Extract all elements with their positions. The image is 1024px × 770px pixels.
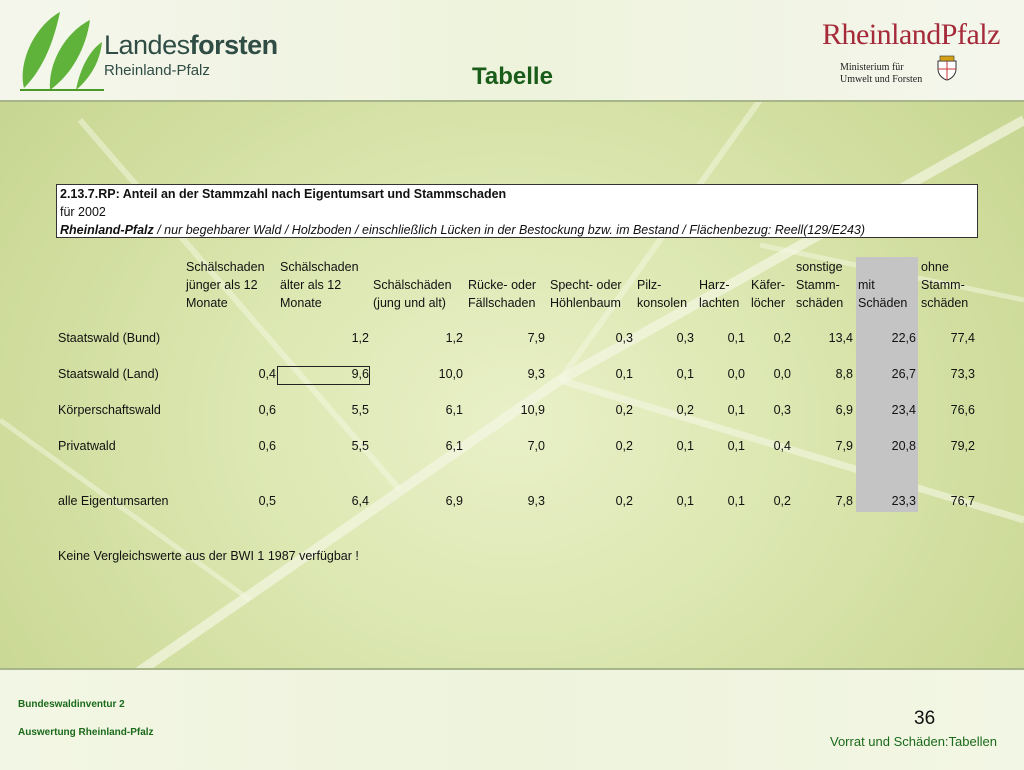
table-cell: 23,3 bbox=[891, 494, 916, 508]
table-cell: 0,1 bbox=[676, 439, 694, 453]
table-cell: 23,4 bbox=[891, 403, 916, 417]
row-label: Staatswald (Bund) bbox=[58, 331, 161, 345]
page-number: 36 bbox=[914, 708, 936, 729]
table-cell: 26,7 bbox=[891, 367, 916, 381]
table-cell: 7,9 bbox=[527, 331, 545, 345]
table-cell: 0,1 bbox=[676, 494, 694, 508]
table-cell: 0,1 bbox=[727, 331, 745, 345]
table-cell: 0,6 bbox=[258, 403, 276, 417]
table-cell: 0,2 bbox=[615, 494, 633, 508]
table-cell: 0,0 bbox=[773, 367, 791, 381]
table-cell: 20,8 bbox=[891, 439, 916, 453]
table-cell: 0,1 bbox=[676, 367, 694, 381]
table-cell: 9,3 bbox=[527, 367, 545, 381]
row-label: Privatwald bbox=[58, 439, 116, 453]
row-label: alle Eigentumsarten bbox=[58, 494, 169, 508]
table-cell: 10,9 bbox=[520, 403, 545, 417]
table-cell: 0,2 bbox=[773, 331, 791, 345]
table-cell: 0,1 bbox=[727, 403, 745, 417]
coat-of-arms-icon bbox=[936, 55, 958, 81]
column-header: Rücke- oder Fällschaden bbox=[468, 278, 537, 310]
table-cell: 79,2 bbox=[950, 439, 975, 453]
table-cell: 0,5 bbox=[258, 494, 276, 508]
table-cell: 0,3 bbox=[615, 331, 633, 345]
table-cell: 9,3 bbox=[527, 494, 545, 508]
footer-subtitle: Auswertung Rheinland-Pfalz bbox=[18, 727, 154, 738]
table-cell: 7,9 bbox=[835, 439, 853, 453]
logo-subtitle: Rheinland-Pfalz bbox=[104, 62, 210, 79]
ministry-name: Ministerium für Umwelt und Forsten bbox=[840, 62, 923, 85]
table-cell: 22,6 bbox=[891, 331, 916, 345]
table-cell: 73,3 bbox=[950, 367, 975, 381]
row-label: Körperschaftswald bbox=[58, 403, 161, 417]
table-info-box bbox=[56, 184, 978, 238]
column-header: Specht- oder Höhlenbaum bbox=[550, 278, 622, 310]
column-header: Harz- lachten bbox=[699, 278, 740, 310]
footer-project: Bundeswaldinventur 2 bbox=[18, 699, 125, 710]
table-heading: 2.13.7.RP: Anteil an der Stammzahl nach Eigentumsart und Stammschaden bbox=[60, 187, 507, 201]
table-cell: 1,2 bbox=[445, 331, 463, 345]
table-year: für 2002 bbox=[60, 205, 106, 219]
table-cell: 13,4 bbox=[828, 331, 853, 345]
page-title: Tabelle bbox=[472, 63, 553, 90]
table-cell: 76,6 bbox=[950, 403, 975, 417]
table-cell: 0,2 bbox=[773, 494, 791, 508]
column-header: Schälschäden (jung und alt) bbox=[373, 278, 452, 310]
table-cell: 0,0 bbox=[727, 367, 745, 381]
table-cell: 0,3 bbox=[676, 331, 694, 345]
rheinland-pfalz-brand: RheinlandPfalz bbox=[822, 18, 1000, 51]
table-cell: 0,2 bbox=[615, 439, 633, 453]
table-cell: 5,5 bbox=[351, 403, 369, 417]
table-cell: 6,4 bbox=[351, 494, 369, 508]
table-cell: 10,0 bbox=[438, 367, 463, 381]
table-cell: 0,4 bbox=[773, 439, 791, 453]
table-cell: 1,2 bbox=[351, 331, 369, 345]
table-cell: 0,1 bbox=[615, 367, 633, 381]
table-cell: 6,9 bbox=[445, 494, 463, 508]
column-header: ohne Stamm- schäden bbox=[921, 260, 969, 310]
footer-section: Vorrat und Schäden:Tabellen bbox=[830, 734, 997, 749]
table-cell: 0,1 bbox=[727, 439, 745, 453]
table-cell: 7,8 bbox=[835, 494, 853, 508]
column-header: Schälschaden älter als 12 Monate bbox=[280, 260, 359, 310]
table-cell: 6,1 bbox=[445, 403, 463, 417]
column-header: sonstige Stamm- schäden bbox=[796, 260, 844, 310]
table-cell: 0,2 bbox=[676, 403, 694, 417]
table-cell: 6,1 bbox=[445, 439, 463, 453]
table-cell: 7,0 bbox=[527, 439, 545, 453]
column-header: Schälschaden jünger als 12 Monate bbox=[186, 260, 265, 310]
selected-cell-outline bbox=[277, 366, 370, 385]
footer bbox=[0, 668, 1024, 770]
logo-name: Landesforsten bbox=[104, 30, 278, 60]
table-cell: 6,9 bbox=[835, 403, 853, 417]
table-cell: 0,3 bbox=[773, 403, 791, 417]
table-filter: Rheinland-Pfalz / nur begehbarer Wald / Holzboden / einschließlich Lücken in der Bestockung bzw. im Bestand / Flächenbezug: Reell(129/E243) bbox=[60, 223, 866, 237]
row-label: Staatswald (Land) bbox=[58, 367, 159, 381]
table-cell: 9,6 bbox=[351, 367, 369, 381]
column-header: mit Schäden bbox=[858, 278, 908, 310]
table-cell: 0,1 bbox=[727, 494, 745, 508]
table-cell: 8,8 bbox=[835, 367, 853, 381]
note-text: Keine Vergleichswerte aus der BWI 1 1987 verfügbar ! bbox=[58, 549, 359, 563]
column-header: Käfer- löcher bbox=[751, 278, 786, 310]
table-cell: 0,2 bbox=[615, 403, 633, 417]
table-cell: 77,4 bbox=[950, 331, 975, 345]
header bbox=[0, 0, 1024, 102]
table-cell: 76,7 bbox=[950, 494, 975, 508]
table-cell: 0,6 bbox=[258, 439, 276, 453]
column-header: Pilz- konsolen bbox=[637, 278, 688, 310]
table-cell: 0,4 bbox=[258, 367, 276, 381]
table-cell: 5,5 bbox=[351, 439, 369, 453]
